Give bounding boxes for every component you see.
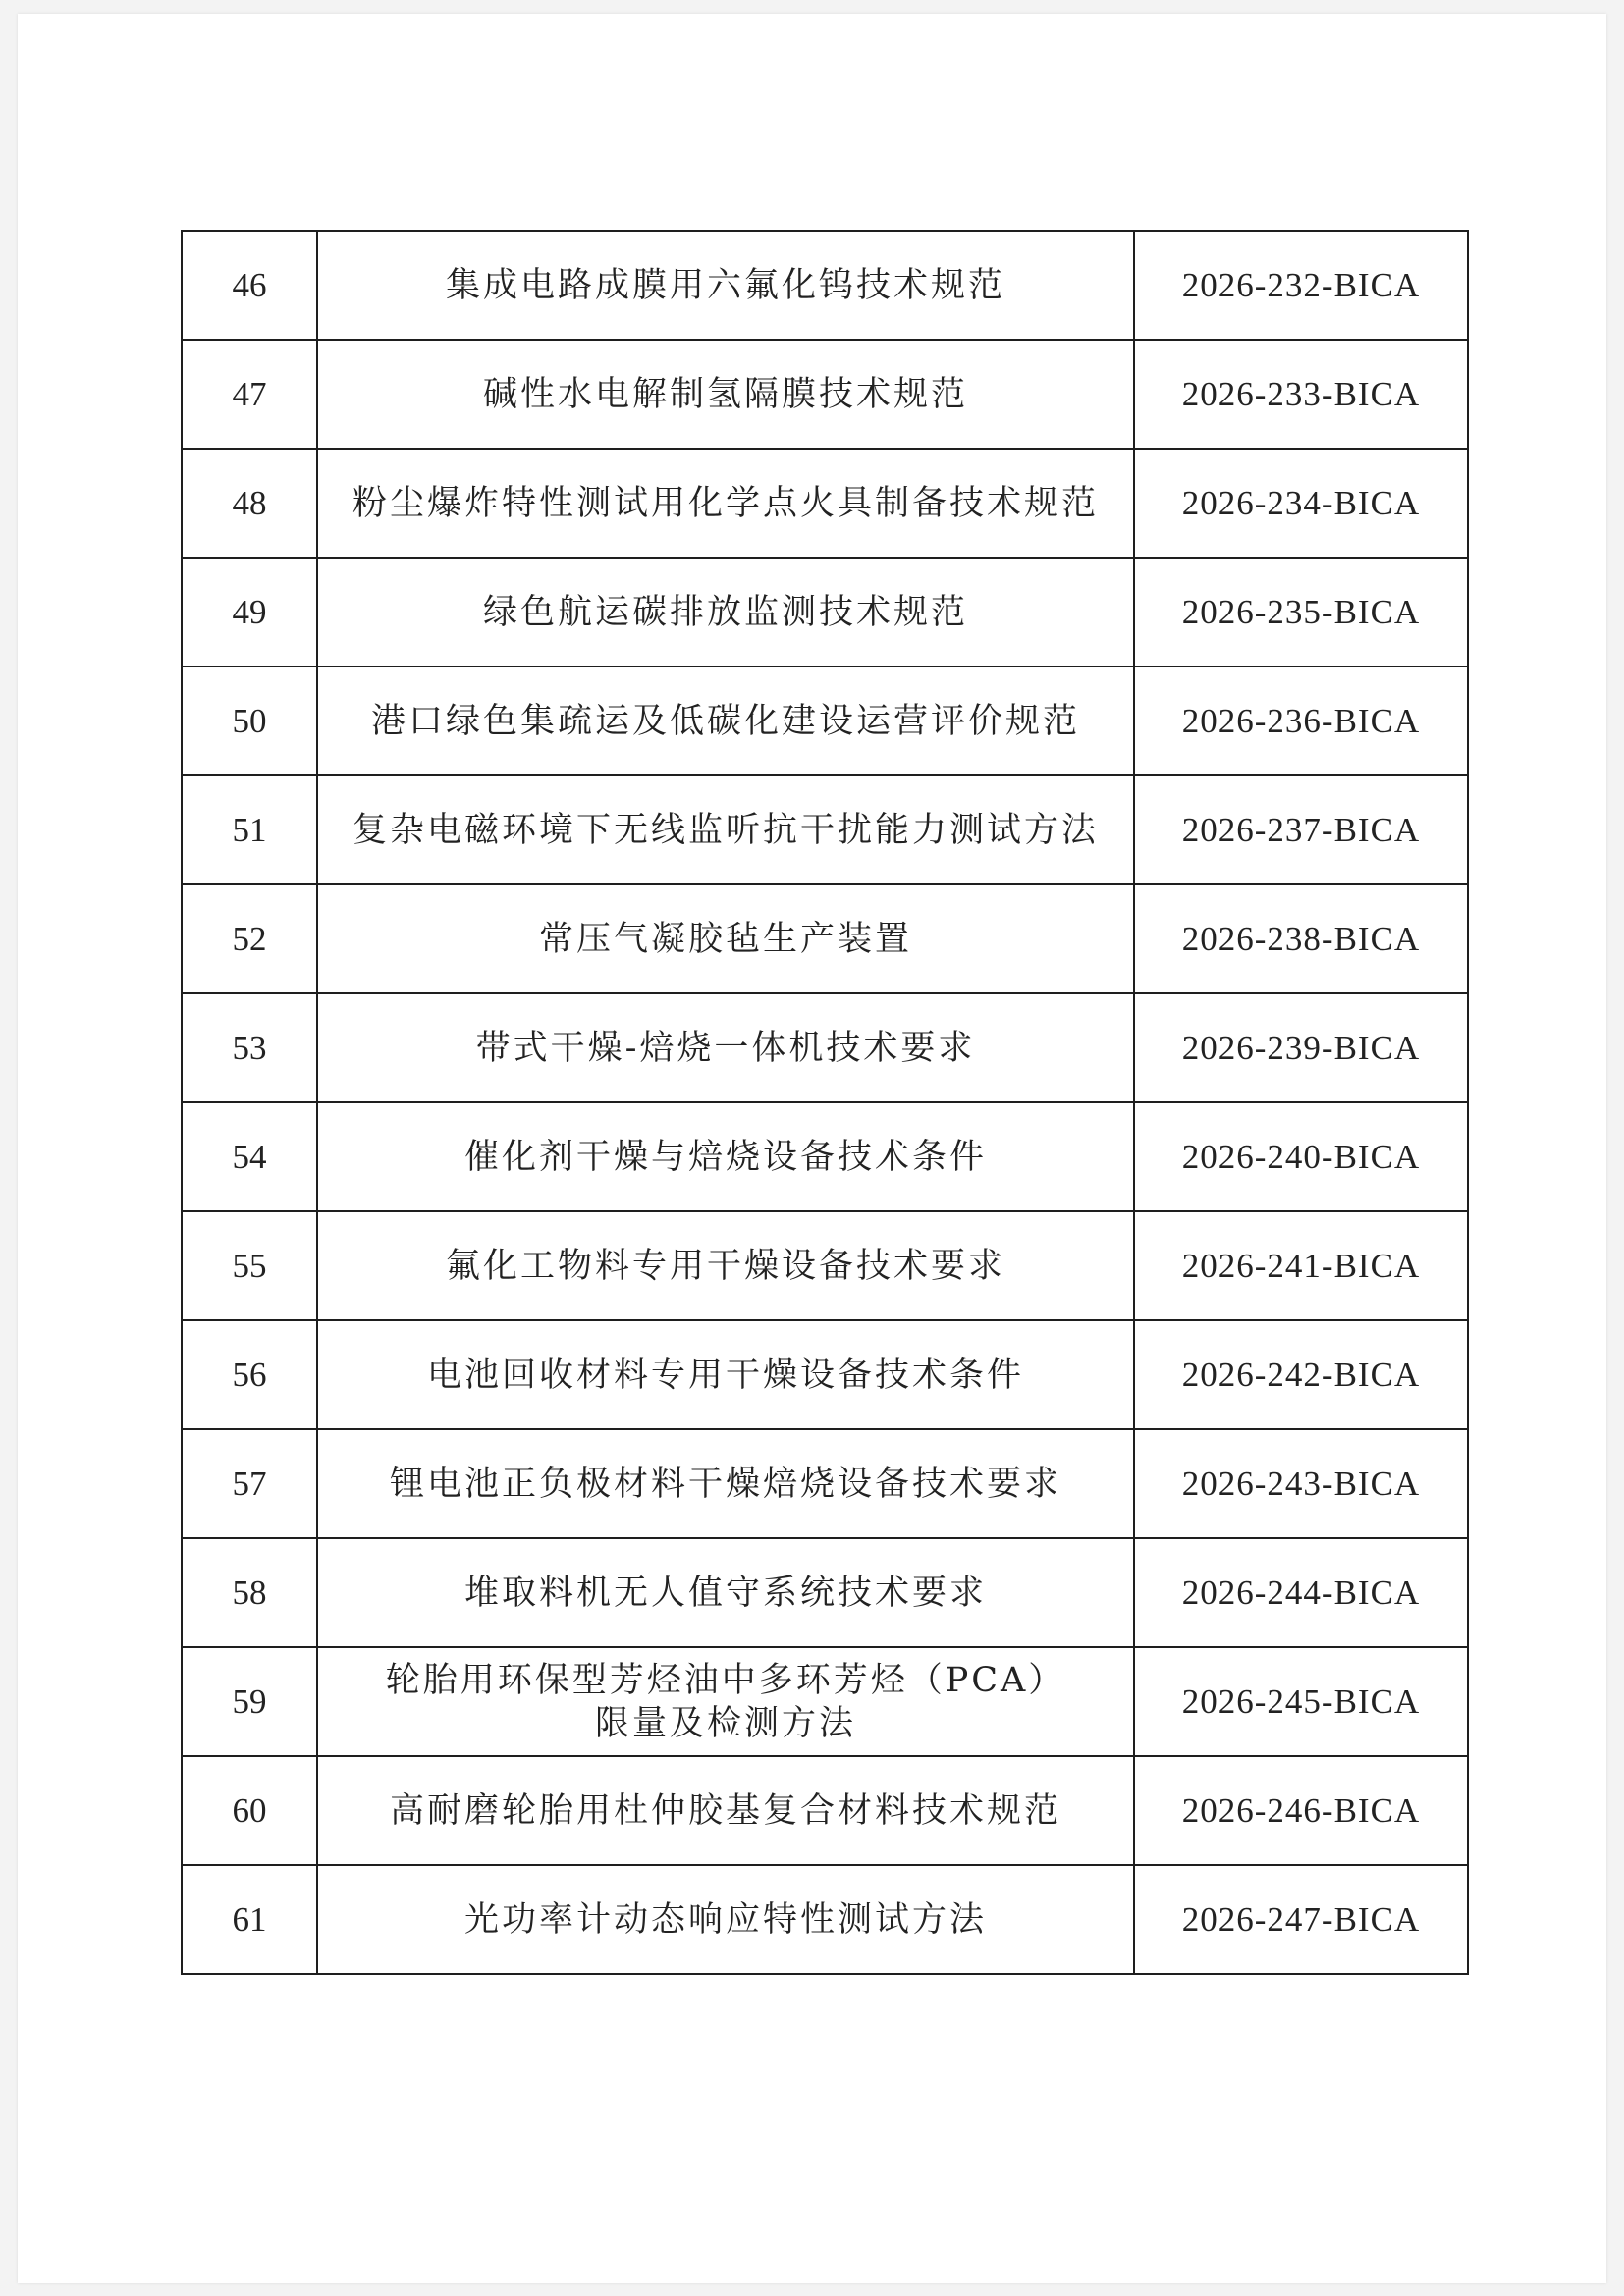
table-row [182, 1102, 1468, 1211]
standard-name [317, 231, 1134, 340]
standard-name [317, 1429, 1134, 1538]
standard-name [317, 1865, 1134, 1974]
standard-name-line: 锂电池正负极材料干燥焙烧设备技术要求 [389, 1464, 1061, 1504]
standard-name-line: 粉尘爆炸特性测试用化学点火具制备技术规范 [352, 483, 1099, 523]
table-body [182, 231, 1468, 1974]
standard-name-line: 碱性水电解制氢隔膜技术规范 [482, 374, 968, 414]
standard-name [317, 1102, 1134, 1211]
table-row [182, 1865, 1468, 1974]
table-row [182, 1647, 1468, 1756]
row-number: 52 [182, 884, 317, 993]
table-row [182, 884, 1468, 993]
row-number: 58 [182, 1538, 317, 1647]
standard-name-line: 光功率计动态响应特性测试方法 [463, 1899, 987, 1940]
standard-name-line: 绿色航运碳排放监测技术规范 [482, 592, 968, 632]
standard-name-line: 常压气凝胶毡生产装置 [538, 919, 912, 959]
standard-code: 2026-243-BICA [1134, 1429, 1468, 1538]
standard-code: 2026-233-BICA [1134, 340, 1468, 449]
standard-code: 2026-236-BICA [1134, 667, 1468, 775]
row-number: 56 [182, 1320, 317, 1429]
standard-name-line: 复杂电磁环境下无线监听抗干扰能力测试方法 [352, 810, 1099, 850]
standards-table [181, 230, 1469, 1975]
row-number: 46 [182, 231, 317, 340]
standard-code: 2026-234-BICA [1134, 449, 1468, 558]
standard-name [317, 558, 1134, 667]
table-row [182, 558, 1468, 667]
standard-name [317, 340, 1134, 449]
table-row [182, 1320, 1468, 1429]
standard-name [317, 1647, 1134, 1756]
standard-code: 2026-232-BICA [1134, 231, 1468, 340]
row-number: 53 [182, 993, 317, 1102]
row-number: 61 [182, 1865, 317, 1974]
table-row [182, 449, 1468, 558]
standard-name-line: 堆取料机无人值守系统技术要求 [463, 1573, 987, 1613]
standard-name-line: 电池回收材料专用干燥设备技术条件 [426, 1355, 1024, 1395]
standard-name [317, 993, 1134, 1102]
table-row [182, 1211, 1468, 1320]
standard-code: 2026-241-BICA [1134, 1211, 1468, 1320]
standard-name-line: 限量及检测方法 [594, 1703, 856, 1743]
table-row [182, 340, 1468, 449]
row-number: 55 [182, 1211, 317, 1320]
row-number: 51 [182, 775, 317, 884]
standard-code: 2026-245-BICA [1134, 1647, 1468, 1756]
standard-code: 2026-235-BICA [1134, 558, 1468, 667]
row-number: 54 [182, 1102, 317, 1211]
standard-name [317, 1320, 1134, 1429]
table-row [182, 231, 1468, 340]
table-row [182, 775, 1468, 884]
row-number: 49 [182, 558, 317, 667]
standard-code: 2026-242-BICA [1134, 1320, 1468, 1429]
row-number: 47 [182, 340, 317, 449]
table-row [182, 1538, 1468, 1647]
standard-name-line: 催化剂干燥与焙烧设备技术条件 [463, 1137, 987, 1177]
standard-code: 2026-247-BICA [1134, 1865, 1468, 1974]
standard-code: 2026-237-BICA [1134, 775, 1468, 884]
standard-name-line: 高耐磨轮胎用杜仲胶基复合材料技术规范 [389, 1790, 1061, 1831]
standard-name-line: 带式干燥-焙烧一体机技术要求 [475, 1028, 976, 1068]
standard-name-line: 港口绿色集疏运及低碳化建设运营评价规范 [370, 701, 1080, 741]
table-row [182, 1429, 1468, 1538]
row-number: 60 [182, 1756, 317, 1865]
standard-name [317, 1538, 1134, 1647]
standard-code: 2026-239-BICA [1134, 993, 1468, 1102]
standard-name-line: 集成电路成膜用六氟化钨技术规范 [445, 265, 1005, 305]
standard-name-line: 氟化工物料专用干燥设备技术要求 [445, 1246, 1005, 1286]
row-number: 50 [182, 667, 317, 775]
standard-code: 2026-246-BICA [1134, 1756, 1468, 1865]
table-row [182, 1756, 1468, 1865]
standard-name [317, 449, 1134, 558]
standard-name-line: 轮胎用环保型芳烃油中多环芳烃（PCA） [385, 1660, 1066, 1700]
document-page [18, 14, 1606, 2283]
standard-code: 2026-244-BICA [1134, 1538, 1468, 1647]
row-number: 57 [182, 1429, 317, 1538]
standard-code: 2026-240-BICA [1134, 1102, 1468, 1211]
table-row [182, 993, 1468, 1102]
row-number: 48 [182, 449, 317, 558]
standard-code: 2026-238-BICA [1134, 884, 1468, 993]
standard-name [317, 1211, 1134, 1320]
standard-name [317, 1756, 1134, 1865]
row-number: 59 [182, 1647, 317, 1756]
standard-name [317, 667, 1134, 775]
standard-name [317, 884, 1134, 993]
table-row [182, 667, 1468, 775]
standard-name [317, 775, 1134, 884]
